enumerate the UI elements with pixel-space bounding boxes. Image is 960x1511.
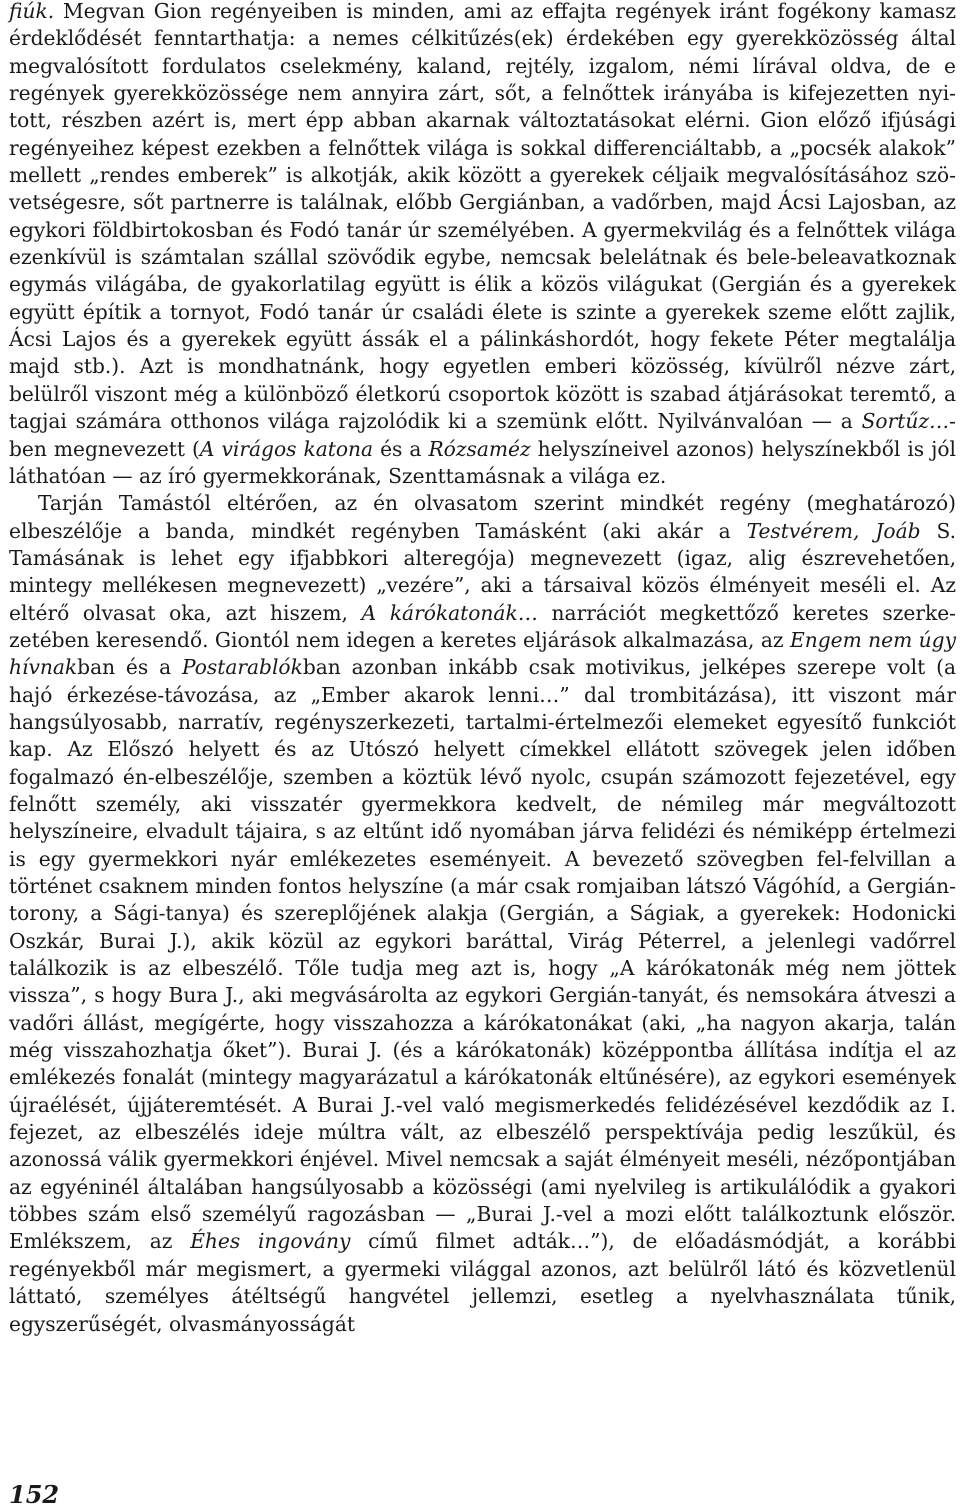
text-run: helyszíneivel azonos) helyszínekből is jól láthatóan — az író gyermekkorának, Szenttamásnak a világa ez.: [9, 436, 957, 488]
italic-title-run: Rózsaméz: [428, 436, 531, 461]
paragraph-2: [9, 490, 956, 1338]
text-run: Tarján Tamástól eltérően, az én olvasatom szerint mindkét regény (meghatározó) elbeszélője a banda, mindkét regényben Tamásként (aki akár a: [9, 491, 956, 543]
italic-title-run: Sortűz…: [861, 409, 950, 434]
italic-title-run: Testvérem, Joáb: [746, 518, 921, 543]
paragraph-1: [9, 0, 956, 490]
italic-title-run: Engem nem úgy hívnak: [9, 627, 956, 680]
italic-title-run: Postarablók: [181, 655, 303, 680]
italic-title-run: A kárókatonák…: [361, 600, 538, 625]
text-run: S. Tamásának is lehet egy ifjabbkori alteregója) megnevezett (igaz, alig észrevehetően, mintegy mellékesen megnevezett) „vezére”, aki a társaival közös élményeit meséli el. Az eltérő olvasat oka, azt hiszem,: [9, 518, 956, 625]
italic-title-run: fiúk.: [9, 0, 55, 23]
page-number: 152: [9, 1480, 60, 1509]
text-run: című filmet adták…”), de előadásmódját, a korábbi regényekből már megismert, a gyermeki világgal azonos, azt belülről látó és közvetlenül láttató, személyes átéltségű hangvétel jellemzi, esetleg a nyelvhasználata tűnik, egyszerűségét, olvasmányosságát: [9, 1229, 957, 1336]
text-run: ban azonban inkább csak motivikus, jelképes szerepe volt (a hajó érkezése-távozása, az „Ember akarok lenni…” dal trombitázása), itt viszont már hangsúlyosabb, narratív, regényszerkezeti, tartalmi-értelmezői elemeket egyesítő funkciót kap. Az Előszó helyett és az Utószó helyett címekkel ellátott szövegek jelen időben fogalmazó én-elbeszélője, szemben a köztük lévő nyolc, csupán számozott fejezetével, egy felnőtt személy, aki visszatér gyermekkora kedvelt, de némileg már megváltozott helyszíneire, elvadult tájaira, s az eltűnt idő nyomában járva felidézi és némiképp értelmezi is egy gyermekkori nyár emlékezetes eseményeit. A bevezető szövegben fel-felvillan a történet csaknem minden fontos helyszíne (a már csak romjaiban látszó Vágóhíd, a Gergián-torony, a Sági-tanya) és szereplőjének alakja (Gergián, a Ságiak, a gyerekek: Hodonicki Oszkár, Burai J.), akik közül az egykori baráttal, Virág Péterrel, a jelenlegi vadőrrel találkozik is az elbeszélő. Tőle tudja meg azt is, hogy „A kárókatonák még nem jöttek vissza”, s hogy Bura J., aki megvásárolta az egykori Gergián-tanyát, és nemsokára átveszi a vadőri állást, megígérte, hogy visszahozza a kárókatonákat (aki, „ha nagyon akarja, talán még visszahozhatja őket”). Burai J. (és a kárókatonák) középpontba állítása indítja el az emlékezés fonalát (mintegy magyarázatul a kárókatonák eltűnésére), az egykori események újraélését, újjáteremtését. A Burai J.-vel való megismerkedés felidézésével kezdődik az I. fejezet, az elbeszélés ideje múltra vált, az elbeszélő perspektívája pedig leszűkül, és azonossá válik gyermekkori énjével. Mivel nemcsak a saját élményeit meséli, nézőpontjában az egyéninél általában hangsúlyosabb a közösségi (ami nyelvileg is artikulálódik a gyakori többes szám első személyű ragozásban — „Burai J.-vel a mozi előtt találkoztunk először. Emlékszem, az: [9, 655, 956, 1254]
text-run: és a: [373, 436, 429, 461]
text-run: Megvan Gion regényeiben is minden, ami az effajta regények iránt fogékony kamasz érdeklődését fenntarthatja: a nemes célkitűzés(ek) érdekében egy gyerekközösség által megvalósított fordulatos cselekmény, kaland, rejtély, izgalom, némi lírával oldva, de e regények gyerekközössége nem annyira zárt, sőt, a felnőttek irányába is kifejezetten nyitott, részben azért is, mert épp abban akarnak változtatásokat elérni. Gion előző ifjúsági regényeihez képest ezekben a felnőttek világa is sokkal differenciáltabb, a „pocsék alakok” mellett „rendes emberek” is alkotják, akik között a gyerekek céljaik megvalósításához szövetségesre, sőt partnerre is találnak, előbb Gergiánban, a vadőrben, majd Ácsi Lajosban, az egykori földbirtokosban és Fodó tanár úr személyében. A gyermekvilág és a felnőttek világa ezenkívül is számtalan szállal szövődik egybe, nemcsak belelátnak és bele-beleavatkoznak egymás világába, de gyakorlatilag együtt is élik a közös világukat (Gergián és a gyerekek együtt építik a tornyot, Fodó tanár úr családi élete is szinte a gyerekek szeme előtt zajlik, Ácsi Lajos és a gyerekek együtt ássák el a pálinkáshordót, hogy fekete Péter megtalálja majd stb.). Azt is mondhatnánk, hogy egyetlen emberi közösség, kívülről nézve zárt, belülről viszont még a különböző életkorú csoportok között is szabad átjárásokat teremtő, a tagjai számára otthonos világa rajzolódik ki a szemünk előtt. Nyilvánvalóan — a: [9, 0, 956, 434]
italic-title-run: Éhes ingovány: [190, 1229, 351, 1254]
italic-title-run: A virágos katona: [199, 436, 374, 461]
page-body: [9, 0, 956, 1338]
text-run: narrációt megkettőző keretes szerkezetében keresendő. Giontól nem idegen a keretes eljárások alkalmazása, az: [9, 600, 956, 652]
text-run: ban és a: [77, 655, 182, 680]
text-run: -ben megnevezett (: [9, 409, 956, 461]
